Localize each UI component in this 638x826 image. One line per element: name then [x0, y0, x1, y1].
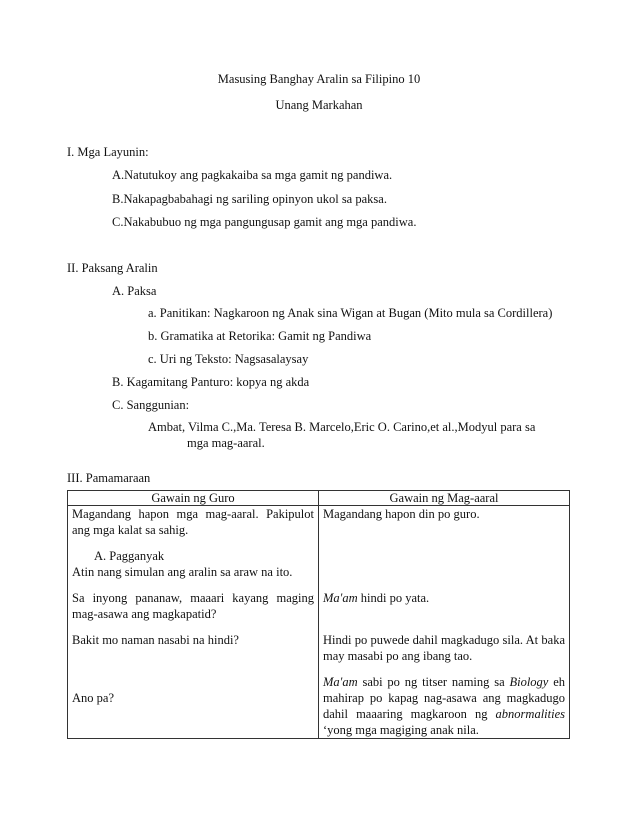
italic-maam: Ma'am — [323, 591, 358, 605]
magaaral-text-4-b: eh mahirap po kapag nag-asawa ang magkadugo dahil maaaring magkaroon ng — [323, 675, 565, 721]
document-subtitle: Unang Markahan — [275, 98, 363, 112]
paksa-label: A. Paksa — [112, 284, 157, 298]
magaaral-text-1: Magandang hapon din po guro. — [323, 507, 480, 521]
magaaral-column — [319, 506, 570, 739]
guro-text-5: Ano pa? — [72, 691, 114, 705]
guro-text-2: Atin nang simulan ang aralin sa araw na ito. — [72, 565, 293, 579]
sanggunian-label: C. Sanggunian: — [112, 398, 190, 412]
paksa-item-c: c. Uri ng Teksto: Nagsasalaysay — [148, 352, 309, 366]
magaaral-text-4-c: ‘yong mga magiging anak nila. — [323, 723, 479, 737]
guro-column — [68, 506, 319, 739]
guro-text-1: Magandang hapon mga mag-aaral. Pakipulot ang mga kalat sa sahig. — [72, 507, 314, 537]
layunin-item-a: A.Natutukoy ang pagkakaiba sa mga gamit ng pandiwa. — [112, 168, 393, 182]
paksang-aralin-heading: II. Paksang Aralin — [67, 261, 158, 275]
paksa-item-b: b. Gramatika at Retorika: Gamit ng Pandiwa — [148, 329, 372, 343]
italic-maam-2: Ma'am — [323, 675, 358, 689]
guro-text-4: Bakit mo naman nasabi na hindi? — [72, 633, 239, 647]
pagganyak-label: A. Pagganyak — [94, 549, 165, 563]
header-gawain-magaaral: Gawain ng Mag-aaral — [319, 491, 570, 506]
magaaral-text-4 — [323, 674, 565, 738]
paksa-item-a: a. Panitikan: Nagkaroon ng Anak sina Wigan at Bugan (Mito mula sa Cordillera) — [148, 306, 553, 320]
sanggunian-line-1: Ambat, Vilma C.,Ma. Teresa B. Marcelo,Eric O. Carino,et al.,Modyul para sa — [148, 420, 536, 434]
sanggunian-line-2: mga mag-aaral. — [187, 436, 265, 450]
layunin-item-b: B.Nakapagbabahagi ng sariling opinyon ukol sa paksa. — [112, 192, 387, 206]
pamamaraan-table — [67, 490, 570, 739]
magaaral-text-2 — [323, 590, 565, 606]
kagamitan-line: B. Kagamitang Panturo: kopya ng akda — [112, 375, 310, 389]
header-gawain-guro: Gawain ng Guro — [68, 491, 319, 506]
magaaral-text-3: Hindi po puwede dahil magkadugo sila. At baka may masabi po ang ibang tao. — [323, 633, 565, 663]
table-header-row — [68, 491, 570, 506]
italic-biology: Biology — [509, 675, 549, 689]
italic-abnormalities: abnormalities — [495, 707, 565, 721]
layunin-item-c: C.Nakabubuo ng mga pangungusap gamit ang mga pandiwa. — [112, 215, 417, 229]
document-title: Masusing Banghay Aralin sa Filipino 10 — [217, 72, 421, 86]
layunin-heading: I. Mga Layunin: — [67, 145, 149, 159]
magaaral-text-4-a: sabi po ng titser naming sa — [357, 675, 510, 689]
pamamaraan-heading: III. Pamamaraan — [67, 471, 151, 485]
magaaral-text-2-rest: hindi po yata. — [357, 591, 430, 605]
table-row — [68, 506, 570, 739]
guro-text-3: Sa inyong pananaw, maaari kayang maging mag-asawa ang magkapatid? — [72, 591, 314, 621]
